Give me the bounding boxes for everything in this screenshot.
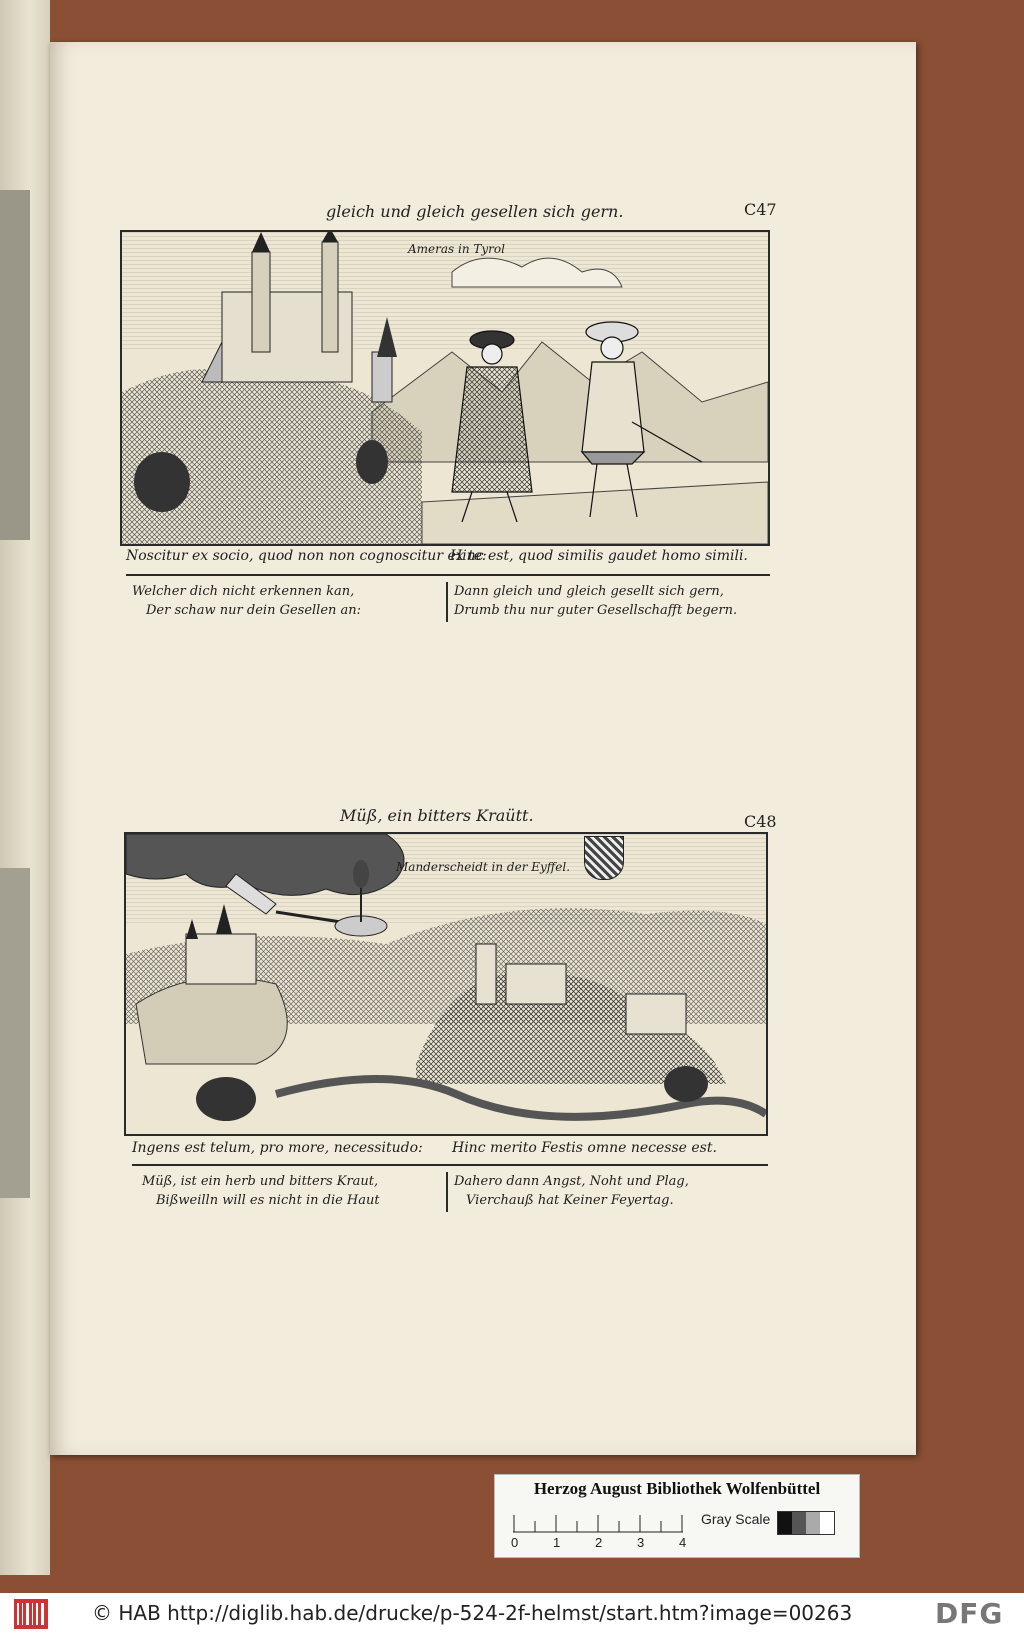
coat-of-arms-icon [584,836,624,880]
verse-line: Vierchauß hat Keiner Feyertag. [466,1193,674,1208]
plate-heading: gleich und gleich gesellen sich gern. [326,202,624,221]
gray-scale-label: Gray Scale [701,1511,771,1527]
caption-latin-right: Hinc merito Festis omne necesse est. [452,1140,717,1156]
caption-latin-left: Noscitur ex socio, quod non non cognoscitur ex te: [126,548,487,564]
divider-rule [126,574,770,576]
verse-left [132,582,361,620]
stamp-title: Herzog August Bibliothek Wolfenbüttel [533,1479,821,1498]
divider-rule [132,1164,768,1166]
engraving-castle-and-gentlemen [120,230,770,546]
verse-line: Müß, ist ein herb und bitters Kraut, [142,1174,379,1189]
plate-number: C47 [744,200,777,219]
verse-line: Drumb thu nur guter Gesellschafft begern. [454,603,738,618]
verse-divider [446,582,448,622]
gray-scale-swatch [777,1511,835,1535]
engraving-hillside-town [124,832,768,1136]
verse-right [454,582,737,620]
verse-line: Der schaw nur dein Gesellen an: [146,603,362,618]
verse-line: Bißweilln will es nicht in die Haut [156,1193,380,1208]
ruler-number: 3 [637,1535,645,1550]
library-stamp [494,1474,860,1558]
place-label: Manderscheidt in der Eyffel. [396,860,571,874]
verse-line: Welcher dich nicht erkennen kan, [132,584,355,599]
previous-page-engraving [0,190,30,540]
ruler-scale [513,1511,683,1533]
verse-line: Dahero dann Angst, Noht und Plag, [454,1174,689,1189]
ruler-number: 1 [553,1535,561,1550]
verse-right [454,1172,689,1210]
footer-bar [0,1593,1024,1635]
plate-heading: Müß, ein bitters Kraütt. [340,806,534,825]
caption-latin-left: Ingens est telum, pro more, necessitudo: [132,1140,423,1156]
book-page [50,42,916,1455]
previous-page-engraving [0,868,30,1198]
footer-copyright-url[interactable]: © HAB http://diglib.hab.de/drucke/p-524-2f-helmst/start.htm?image=00263 [92,1601,853,1625]
caption-latin-right: Hinc est, quod similis gaudet homo simili. [450,548,748,564]
verse-left [142,1172,380,1210]
plate-number: C48 [744,812,777,831]
verse-divider [446,1172,448,1212]
ruler-number: 4 [679,1535,687,1550]
verse-line: Dann gleich und gleich gesellt sich gern, [454,584,724,599]
ruler-number: 0 [511,1535,519,1550]
barcode-icon [14,1599,48,1629]
dfg-logo: DFG [935,1597,1004,1630]
ruler-number: 2 [595,1535,603,1550]
place-label: Ameras in Tyrol [408,242,505,256]
